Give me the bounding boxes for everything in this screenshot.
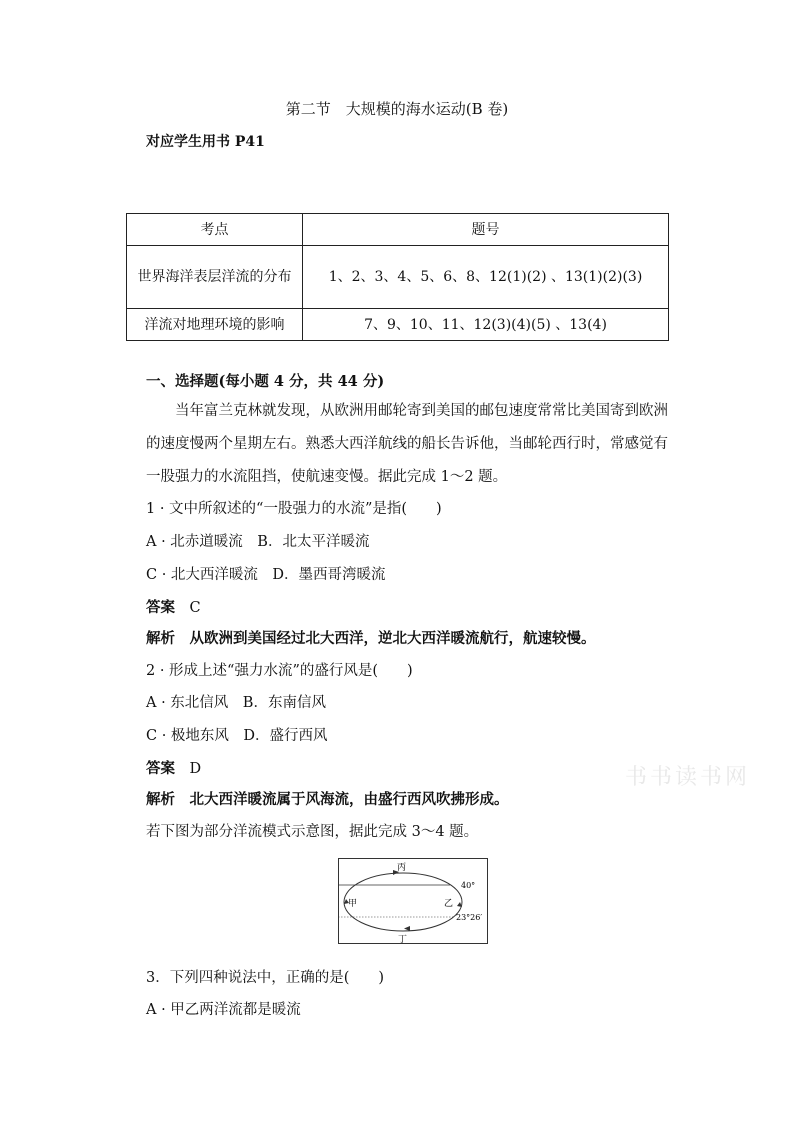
analysis-label: 解析: [146, 630, 175, 647]
question-1-analysis: [146, 627, 596, 648]
table-row: [127, 246, 669, 309]
question-3-option-a: A · 甲乙两洋流都是暖流: [146, 1002, 301, 1018]
label-ding: 丁: [398, 935, 408, 944]
table-row: [127, 309, 669, 341]
label-lat-40: 40°: [461, 881, 476, 890]
question-2-options-cd: C · 极地东风 D．盛行西风: [146, 728, 328, 744]
table-cell-numbers: 7、9、10、11、12(3)(4)(5) 、13(4): [303, 309, 669, 341]
table-cell-topic: 洋流对地理环境的影响: [127, 309, 303, 341]
label-bing: 丙: [397, 863, 407, 873]
topic-table: [126, 213, 669, 341]
question-1-answer: [146, 596, 201, 617]
question-2-analysis: [146, 788, 509, 809]
table-cell-topic: 世界海洋表层洋流的分布: [127, 246, 303, 309]
question-2-options-ab: A · 东北信风 B．东南信风: [146, 695, 326, 711]
question-2-stem: 2 · 形成上述“强力水流”的盛行风是( ): [146, 663, 413, 679]
question-1-options-cd: C · 北大西洋暖流 D．墨西哥湾暖流: [146, 567, 386, 583]
table-header-numbers: 题号: [303, 214, 669, 246]
watermark: 书书读书网: [625, 765, 751, 790]
section-heading: 一、选择题(每小题 4 分，共 44 分): [146, 373, 385, 390]
table-header-row: [127, 214, 669, 246]
analysis-text: 北大西洋暖流属于风海流，由盛行西风吹拂形成。: [189, 791, 509, 808]
analysis-text: 从欧洲到美国经过北大西洋，逆北大西洋暖流航行，航速较慢。: [189, 630, 596, 647]
passage-text: 当年富兰克林就发现，从欧洲用邮轮寄到美国的邮包速度常常比美国寄到欧洲的速度慢两个星期左右。熟悉大西洋航线的船长告诉他，当邮轮西行时，常感觉有一股强力的水流阻挡，使航速变慢。据此完成 1～2 题。: [146, 403, 668, 485]
table-cell-numbers: 1、2、3、4、5、6、8、12(1)(2) 、13(1)(2)(3): [303, 246, 669, 309]
label-yi: 乙: [444, 899, 454, 909]
ocean-current-diagram: [338, 858, 488, 944]
textbook-reference: 对应学生用书 P41: [146, 134, 265, 150]
question-1-options-ab: A · 北赤道暖流 B．北太平洋暖流: [146, 534, 370, 550]
answer-label: 答案: [146, 760, 175, 777]
page-title: 第二节 大规模的海水运动(B 卷): [285, 100, 509, 118]
question-3-stem: 3．下列四种说法中，正确的是( ): [146, 970, 385, 986]
table-header-topic: 考点: [127, 214, 303, 246]
arrow-right-icon: [457, 902, 462, 907]
analysis-label: 解析: [146, 791, 175, 808]
passage-diagram-intro: 若下图为部分洋流模式示意图，据此完成 3～4 题。: [146, 824, 479, 840]
question-1-stem: 1 · 文中所叙述的“一股强力的水流”是指( ): [146, 501, 442, 517]
answer-value: C: [189, 600, 201, 616]
question-2-answer: [146, 757, 201, 778]
answer-label: 答案: [146, 599, 175, 616]
arrow-bottom-icon: [404, 926, 410, 931]
label-jia: 甲: [348, 899, 358, 909]
answer-value: D: [189, 761, 202, 777]
label-lat-23: 23°26′: [456, 913, 483, 922]
